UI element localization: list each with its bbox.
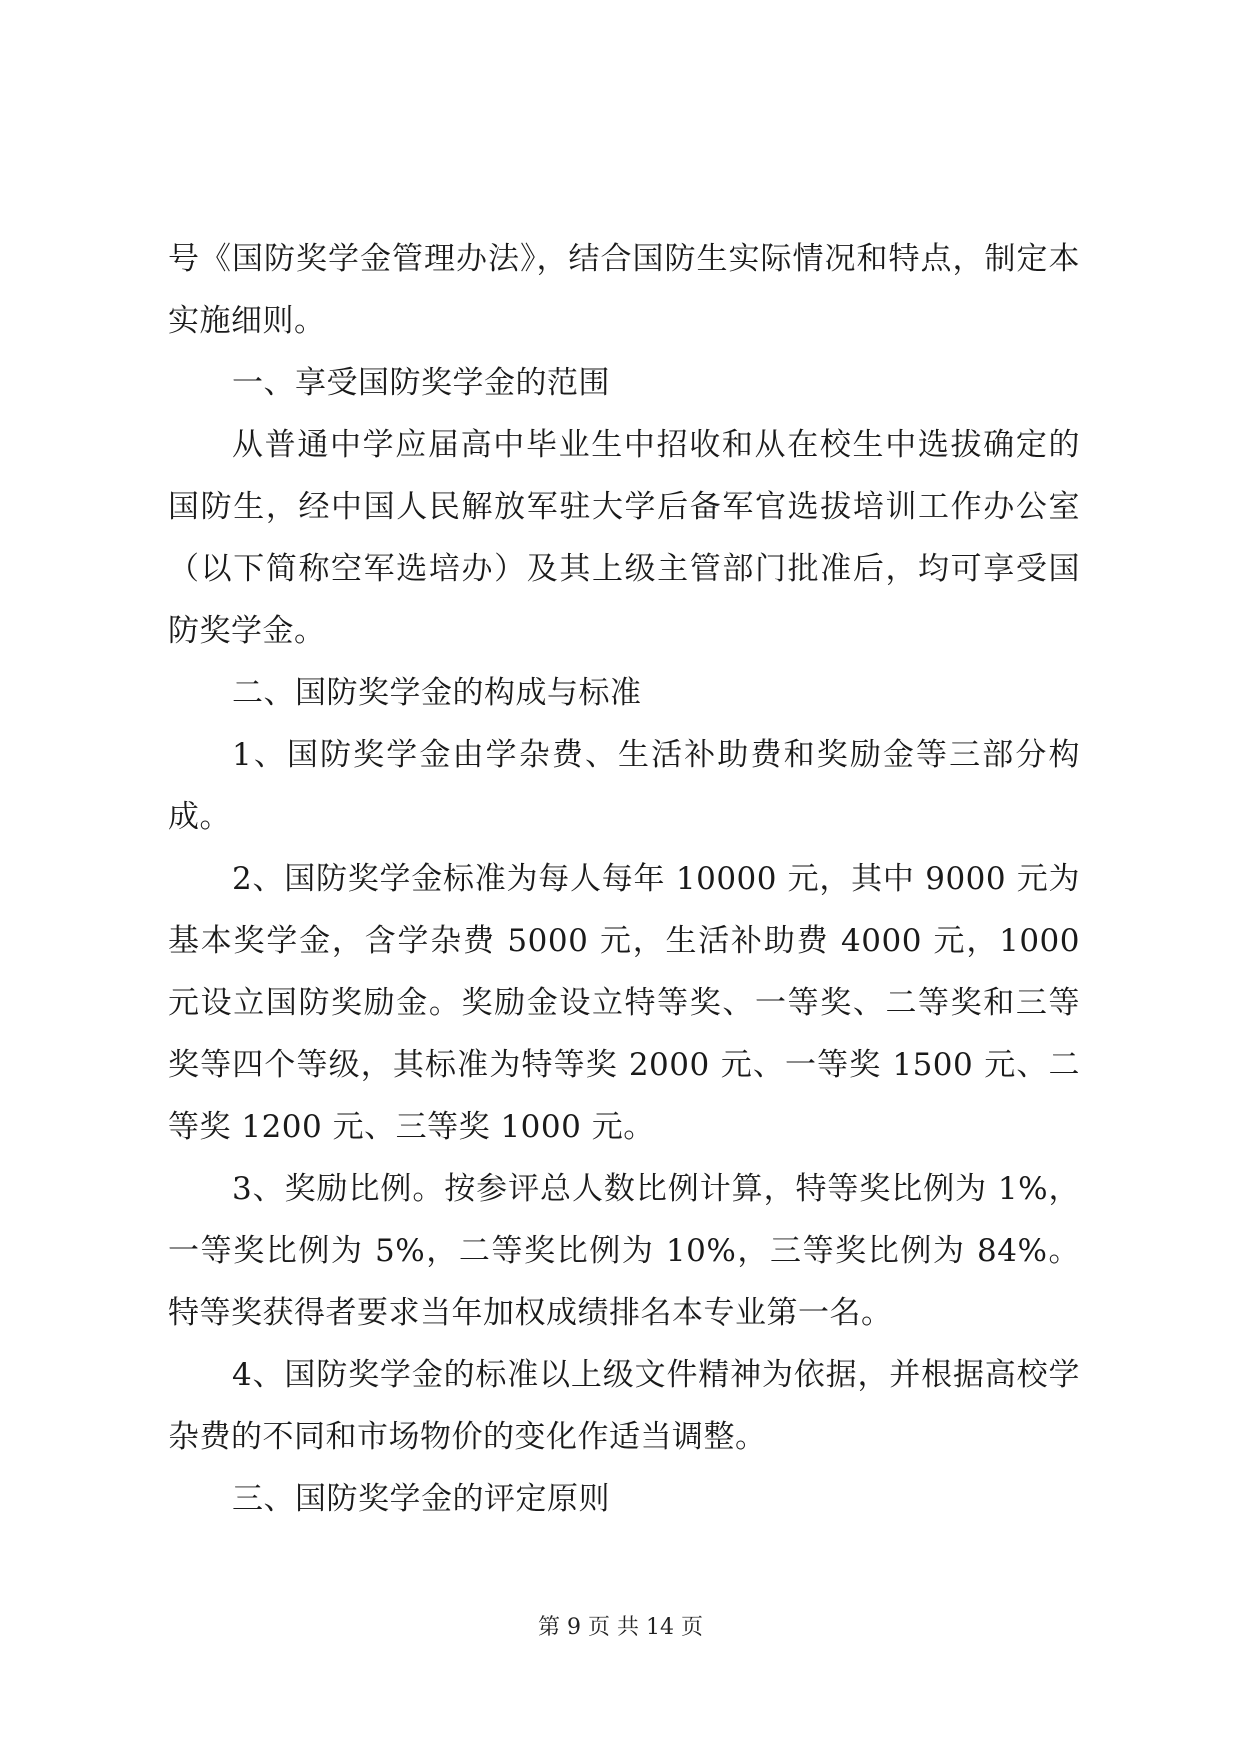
paragraph-scope: 从普通中学应届高中毕业生中招收和从在校生中选拔确定的国防生，经中国人民解放军驻大学后备军官选拔培训工作办公室（以下简称空军选培办）及其上级主管部门批准后，均可享受国防奖学金。 — [168, 427, 1080, 649]
paragraph-item-4: 4、国防奖学金的标准以上级文件精神为依据，并根据高校学杂费的不同和市场物价的变化作适当调整。 — [168, 1357, 1080, 1455]
section-heading-scope: 一、享受国防奖学金的范围 — [232, 365, 610, 401]
paragraph-continuation: 号《国防奖学金管理办法》，结合国防生实际情况和特点，制定本实施细则。 — [168, 241, 1080, 339]
page-number-footer: 第 9 页 共 14 页 — [538, 1615, 703, 1640]
paragraph-item-1: 1、国防奖学金由学杂费、生活补助费和奖励金等三部分构成。 — [168, 737, 1080, 835]
section-heading-principles: 三、国防奖学金的评定原则 — [232, 1481, 610, 1517]
paragraph-item-2: 2、国防奖学金标准为每人每年 10000 元，其中 9000 元为基本奖学金，含学杂费 5000 元，生活补助费 4000 元，1000 元设立国防奖励金。奖励金设立特等奖、一等奖、二等奖和三等奖等四个等级，其标准为特等奖 2000 元、一等奖 1500 元、二等奖 1200 元、三等奖 1000 元。 — [168, 861, 1080, 1145]
paragraph-item-3: 3、奖励比例。按参评总人数比例计算，特等奖比例为 1%，一等奖比例为 5%，二等奖比例为 10%，三等奖比例为 84%。特等奖获得者要求当年加权成绩排名本专业第一名。 — [168, 1171, 1080, 1331]
document-body — [168, 228, 1080, 1530]
section-heading-composition: 二、国防奖学金的构成与标准 — [232, 675, 642, 711]
